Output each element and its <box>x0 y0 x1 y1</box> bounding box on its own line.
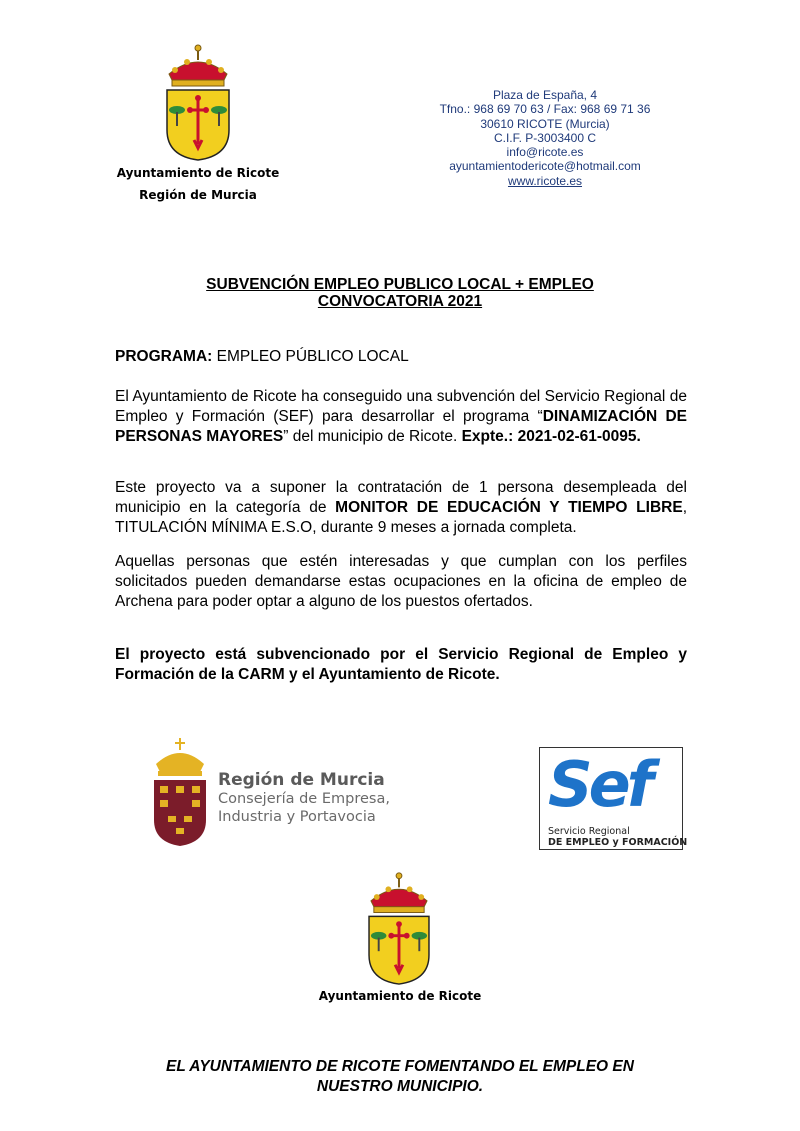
region-murcia-crest-icon <box>150 738 210 848</box>
applicants-paragraph: Aquellas personas que estén interesadas y que cumplan con los perfiles solicitados pueden demandarse estas ocupaciones en la oficina de empleo de Archena para poder optar a alguno de los puestos ofertados. <box>115 553 687 610</box>
footer-line-1: EL AYUNTAMIENTO DE RICOTE FOMENTANDO EL EMPLEO EN <box>166 1058 634 1075</box>
program-name: DINAMIZACIÓN DE PERSONAS MAYORES <box>115 408 688 445</box>
programa-paragraph <box>115 347 687 367</box>
footer-slogan <box>100 1057 700 1097</box>
contact-address: Plaza de España, 4 <box>492 88 598 102</box>
sef-logo-line-1: Servicio Regional <box>548 826 630 837</box>
job-category: MONITOR DE EDUCACIÓN Y TIEMPO LIBRE <box>335 499 683 516</box>
region-murcia-logo-text <box>218 770 390 826</box>
sef-logo-wordmark: Sef <box>548 748 650 821</box>
title-line-2: CONVOCATORIA 2021 <box>317 293 483 310</box>
rm-subtitle-1: Consejería de Empresa, <box>218 791 390 807</box>
contact-email-hotmail[interactable]: ayuntamientodericote@hotmail.com <box>449 159 641 174</box>
hiring-paragraph <box>115 478 687 538</box>
subsidy-paragraph <box>115 387 687 447</box>
contact-postal: 30610 RICOTE (Murcia) <box>480 116 610 131</box>
contact-website-link[interactable]: www.ricote.es <box>507 173 583 188</box>
funding-paragraph: El proyecto está subvencionado por el Servicio Regional de Empleo y Formación de la CARM y el Ayuntamiento de Ricote. <box>115 646 687 683</box>
subsidy-text-b: ” del municipio de Ricote. <box>283 428 462 445</box>
rm-title: Región de Murcia <box>218 770 385 790</box>
header-org-name: Ayuntamiento de Ricote <box>116 166 280 180</box>
ricote-coat-of-arms-logo <box>163 40 233 162</box>
contact-cif: C.I.F. P-3003400 C <box>493 130 597 145</box>
contact-phone-fax: Tfno.: 968 69 70 63 / Fax: 968 69 71 36 <box>439 102 651 117</box>
document-title <box>100 276 700 310</box>
subsidy-text-a: El Ayuntamiento de Ricote ha conseguido una subvención del Servicio Regional de Empleo y Formación (SEF) para desarrollar el programa “ <box>115 388 687 425</box>
programa-label: PROGRAMA: <box>115 348 213 365</box>
contact-email-info[interactable]: info@ricote.es <box>506 145 584 160</box>
title-line-1: SUBVENCIÓN EMPLEO PUBLICO LOCAL + EMPLEO <box>206 276 594 293</box>
contact-block <box>420 88 670 188</box>
hiring-text-b: , TITULACIÓN MÍNIMA E.S.O, durante 9 meses a jornada completa. <box>115 499 687 536</box>
ricote-coat-of-arms-logo-bottom <box>364 868 434 986</box>
hiring-text-a: Este proyecto va a suponer la contratación de 1 persona desempleada del municipio en la categoría de <box>115 479 687 516</box>
sef-logo-line-2: DE EMPLEO y FORMACIÓN <box>548 837 688 848</box>
rm-subtitle-2: Industria y Portavocia <box>218 809 376 825</box>
footer-line-2: NUESTRO MUNICIPIO. <box>316 1078 484 1095</box>
expediente-number: Expte.: 2021-02-61-0095. <box>461 428 641 445</box>
programa-value: EMPLEO PÚBLICO LOCAL <box>212 348 409 365</box>
bottom-org-name: Ayuntamiento de Ricote <box>318 989 482 1003</box>
header-region: Región de Murcia <box>139 188 257 202</box>
